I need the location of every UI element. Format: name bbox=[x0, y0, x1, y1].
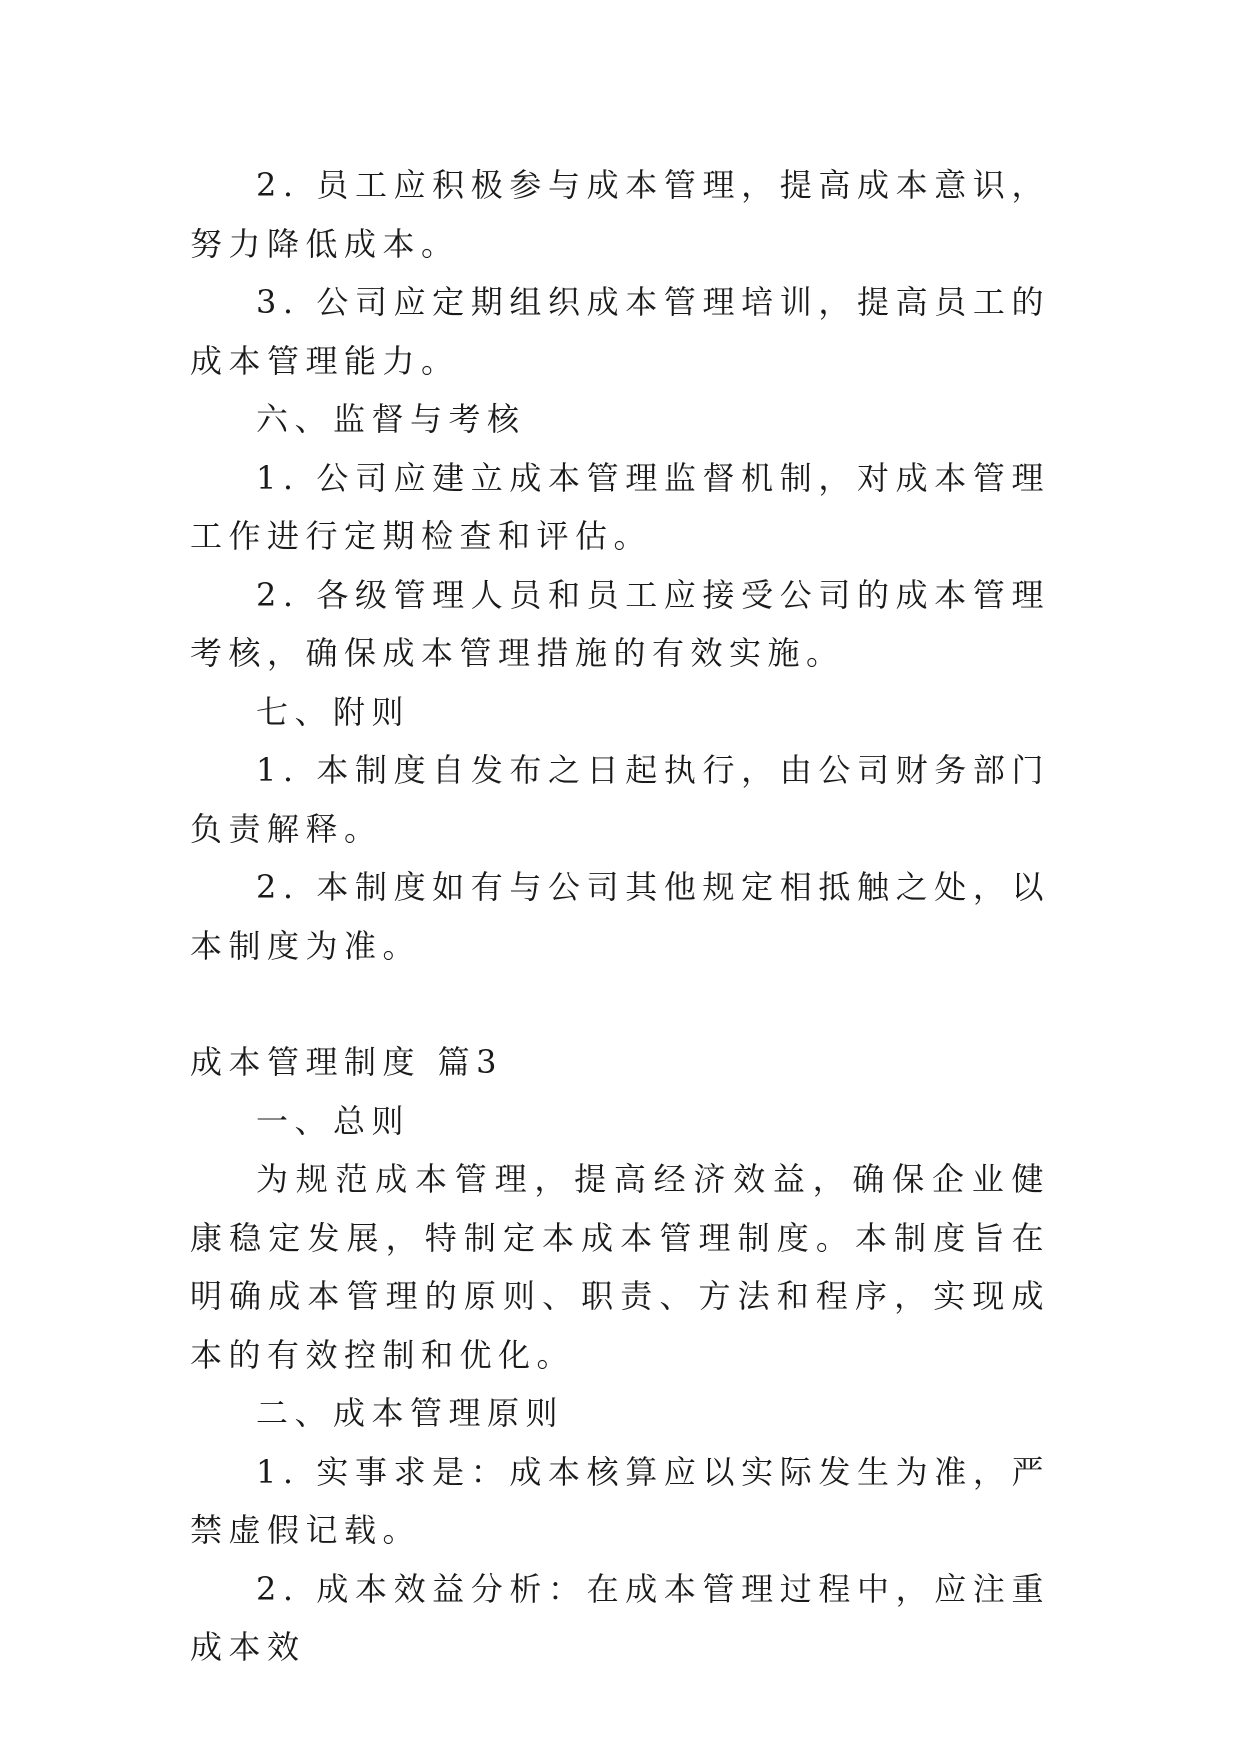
spacer bbox=[190, 975, 1050, 1033]
document-title: 成本管理制度 篇3 bbox=[190, 1043, 504, 1081]
paragraph: 2. 各级管理人员和员工应接受公司的成本管理考核，确保成本管理措施的有效实施。 bbox=[190, 575, 1050, 672]
paragraph: 1. 本制度自发布之日起执行，由公司财务部门负责解释。 bbox=[190, 751, 1050, 848]
section-heading: 二、成本管理原则 bbox=[256, 1394, 565, 1432]
paragraph: 2. 成本效益分析：在成本管理过程中，应注重成本效 bbox=[190, 1569, 1050, 1666]
document-page bbox=[190, 156, 1050, 1677]
section-heading: 七、附则 bbox=[256, 692, 411, 731]
paragraph: 为规范成本管理，提高经济效益，确保企业健康稳定发展，特制定本成本管理制度。本制度旨在明确成本管理的原则、职责、方法和程序，实现成本的有效控制和优化。 bbox=[190, 1160, 1050, 1374]
paragraph: 3. 公司应定期组织成本管理培训，提高员工的成本管理能力。 bbox=[190, 283, 1050, 380]
paragraph: 2. 本制度如有与公司其他规定相抵触之处，以本制度为准。 bbox=[190, 868, 1050, 965]
section-heading: 一、总则 bbox=[256, 1101, 411, 1140]
paragraph: 1. 公司应建立成本管理监督机制，对成本管理工作进行定期检查和评估。 bbox=[190, 458, 1050, 555]
section-heading: 六、监督与考核 bbox=[256, 400, 526, 438]
paragraph: 2. 员工应积极参与成本管理，提高成本意识，努力降低成本。 bbox=[190, 166, 1050, 263]
paragraph: 1. 实事求是：成本核算应以实际发生为准，严禁虚假记载。 bbox=[190, 1452, 1050, 1549]
